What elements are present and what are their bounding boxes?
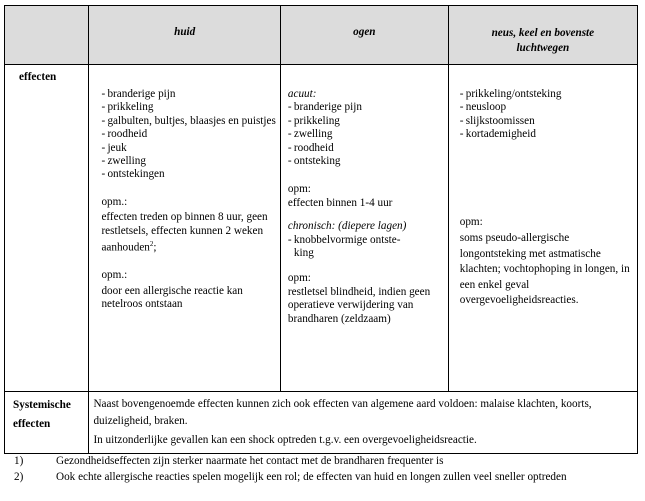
huid-item bbox=[101, 155, 275, 168]
ogen-chronisch-item bbox=[288, 234, 408, 261]
neus-item bbox=[460, 88, 633, 101]
bullet-dash: - bbox=[101, 141, 106, 154]
header-ogen-label: ogen bbox=[353, 26, 376, 38]
systemic-text-1: Naast bovengenoemde effecten kunnen zich ook effecten van algemene aard voldoen: malaise klachten, koorts, duizeligheid, braken. bbox=[93, 398, 592, 427]
huid-item-text: branderige pijn bbox=[107, 88, 176, 100]
neus-opm-label: opm: bbox=[459, 215, 483, 228]
bullet-dash: - bbox=[287, 141, 292, 154]
health-effects-table bbox=[4, 5, 638, 454]
ogen-acuut-item-text: prikkeling bbox=[293, 114, 340, 127]
ogen-cell bbox=[280, 65, 448, 392]
huid-item bbox=[101, 115, 275, 128]
neus-item-text: neusloop bbox=[465, 101, 507, 114]
effects-row-label: effecten bbox=[5, 65, 89, 392]
footnotes bbox=[4, 455, 638, 487]
header-ogen bbox=[280, 6, 448, 65]
ogen-acuut-item-text: ontsteking bbox=[293, 155, 341, 168]
neus-item-text: slijkstoomissen bbox=[465, 114, 535, 127]
header-neus-label: neus, keel en bovenste luchtwegen bbox=[491, 27, 595, 54]
bullet-dash: - bbox=[101, 128, 106, 141]
systemic-row bbox=[5, 392, 638, 454]
neus-item bbox=[460, 101, 633, 114]
ogen-chronisch-list bbox=[288, 234, 408, 261]
footnote-2 bbox=[4, 471, 638, 484]
bullet-dash: - bbox=[287, 233, 292, 246]
ogen-chronisch-label: chronisch: (diepere lagen) bbox=[287, 220, 407, 233]
bullet-dash: - bbox=[287, 114, 292, 127]
neus-item-text: kortademigheid bbox=[465, 128, 536, 141]
huid-item-text: zwelling bbox=[107, 155, 146, 168]
ogen-acuut-label: acuut: bbox=[287, 88, 317, 100]
neus-opm-text: soms pseudo-allergische longontsteking met astmatische klachten; vochtophoping in longen, in een enkel geval overgevoeligheidsreacties. bbox=[459, 232, 630, 307]
ogen-acuut-item bbox=[288, 142, 444, 155]
huid-opm1-sup: 2 bbox=[149, 240, 154, 249]
ogen-opm2-label: opm: bbox=[287, 272, 311, 285]
ogen-opm2-text: restletsel blindheid, indien geen operatieve verwijdering van brandharen (zeldzaam) bbox=[287, 285, 431, 325]
footnote-1-num: 1) bbox=[14, 455, 24, 467]
header-huid-label: huid bbox=[174, 26, 196, 38]
header-huid bbox=[89, 6, 280, 65]
bullet-dash: - bbox=[287, 155, 292, 168]
neus-cell bbox=[448, 65, 637, 392]
huid-opm1-text: effecten treden op binnen 8 uur, geen restletsels, effecten kunnen 2 weken aanhouden bbox=[101, 211, 268, 254]
effects-row bbox=[5, 65, 638, 392]
ogen-acuut-item-text: branderige pijn bbox=[293, 101, 362, 114]
huid-item bbox=[101, 128, 275, 141]
huid-effects-list bbox=[101, 88, 275, 182]
footnote-1 bbox=[4, 455, 638, 468]
huid-item bbox=[101, 142, 275, 155]
huid-opm1-label: opm.: bbox=[101, 195, 128, 208]
ogen-acuut-item bbox=[288, 115, 444, 128]
bullet-dash: - bbox=[287, 128, 292, 141]
ogen-acuut-item-text: roodheid bbox=[293, 141, 334, 154]
bullet-dash: - bbox=[459, 88, 464, 100]
header-neus bbox=[448, 6, 637, 65]
bullet-dash: - bbox=[101, 101, 106, 114]
ogen-acuut-item bbox=[288, 155, 444, 168]
systemic-row-label: Systemische effecten bbox=[5, 392, 89, 454]
bullet-dash: - bbox=[459, 128, 464, 141]
huid-item-text: galbulten, bultjes, blaasjes en puistjes bbox=[107, 114, 276, 127]
huid-opm1-tail: ; bbox=[153, 241, 157, 254]
header-empty-cell bbox=[5, 6, 89, 65]
bullet-dash: - bbox=[101, 114, 106, 127]
huid-item-text: prikkeling bbox=[107, 101, 154, 114]
huid-item-text: roodheid bbox=[107, 128, 148, 141]
ogen-opm1-label: opm: bbox=[287, 183, 311, 196]
footnote-1-text: Gezondheidseffecten zijn sterker naarmate het contact met de brandharen frequenter is bbox=[56, 455, 444, 467]
footnote-2-num: 2) bbox=[14, 471, 24, 483]
ogen-acuut-item bbox=[288, 128, 444, 141]
systemic-text-cell bbox=[89, 392, 638, 454]
bullet-dash: - bbox=[101, 168, 106, 181]
huid-opm1 bbox=[101, 211, 275, 255]
huid-item bbox=[101, 168, 275, 181]
neus-effects-list bbox=[460, 88, 633, 142]
footnote-2-text: Ook echte allergische reacties spelen mogelijk een rol; de effecten van huid en longen zullen veel sneller optreden bbox=[56, 471, 567, 483]
neus-item bbox=[460, 128, 633, 141]
bullet-dash: - bbox=[459, 114, 464, 127]
neus-item bbox=[460, 115, 633, 128]
ogen-acuut-item-text: zwelling bbox=[293, 128, 333, 141]
huid-item-text: ontstekingen bbox=[107, 168, 165, 181]
header-row bbox=[5, 6, 638, 65]
huid-item bbox=[101, 88, 275, 101]
ogen-acuut-item bbox=[288, 101, 444, 114]
bullet-dash: - bbox=[101, 155, 106, 168]
huid-opm2-text: door een allergische reactie kan netelroos ontstaan bbox=[101, 284, 243, 311]
bullet-dash: - bbox=[101, 88, 106, 100]
neus-item-text: prikkeling/ontsteking bbox=[465, 88, 562, 100]
ogen-chronisch-item-text: knobbelvormige ontste-king bbox=[293, 233, 401, 260]
systemic-text-2: In uitzonderlijke gevallen kan een shock optreden t.g.v. een overgevoeligheidsreactie. bbox=[93, 434, 477, 446]
bullet-dash: - bbox=[287, 101, 292, 114]
huid-opm2-label: opm.: bbox=[101, 269, 128, 282]
ogen-opm1-text: effecten binnen 1-4 uur bbox=[287, 196, 393, 209]
bullet-dash: - bbox=[459, 101, 464, 114]
huid-item-text: jeuk bbox=[107, 141, 127, 154]
ogen-acuut-list bbox=[288, 101, 444, 168]
huid-cell bbox=[89, 65, 280, 392]
huid-item bbox=[101, 101, 275, 114]
